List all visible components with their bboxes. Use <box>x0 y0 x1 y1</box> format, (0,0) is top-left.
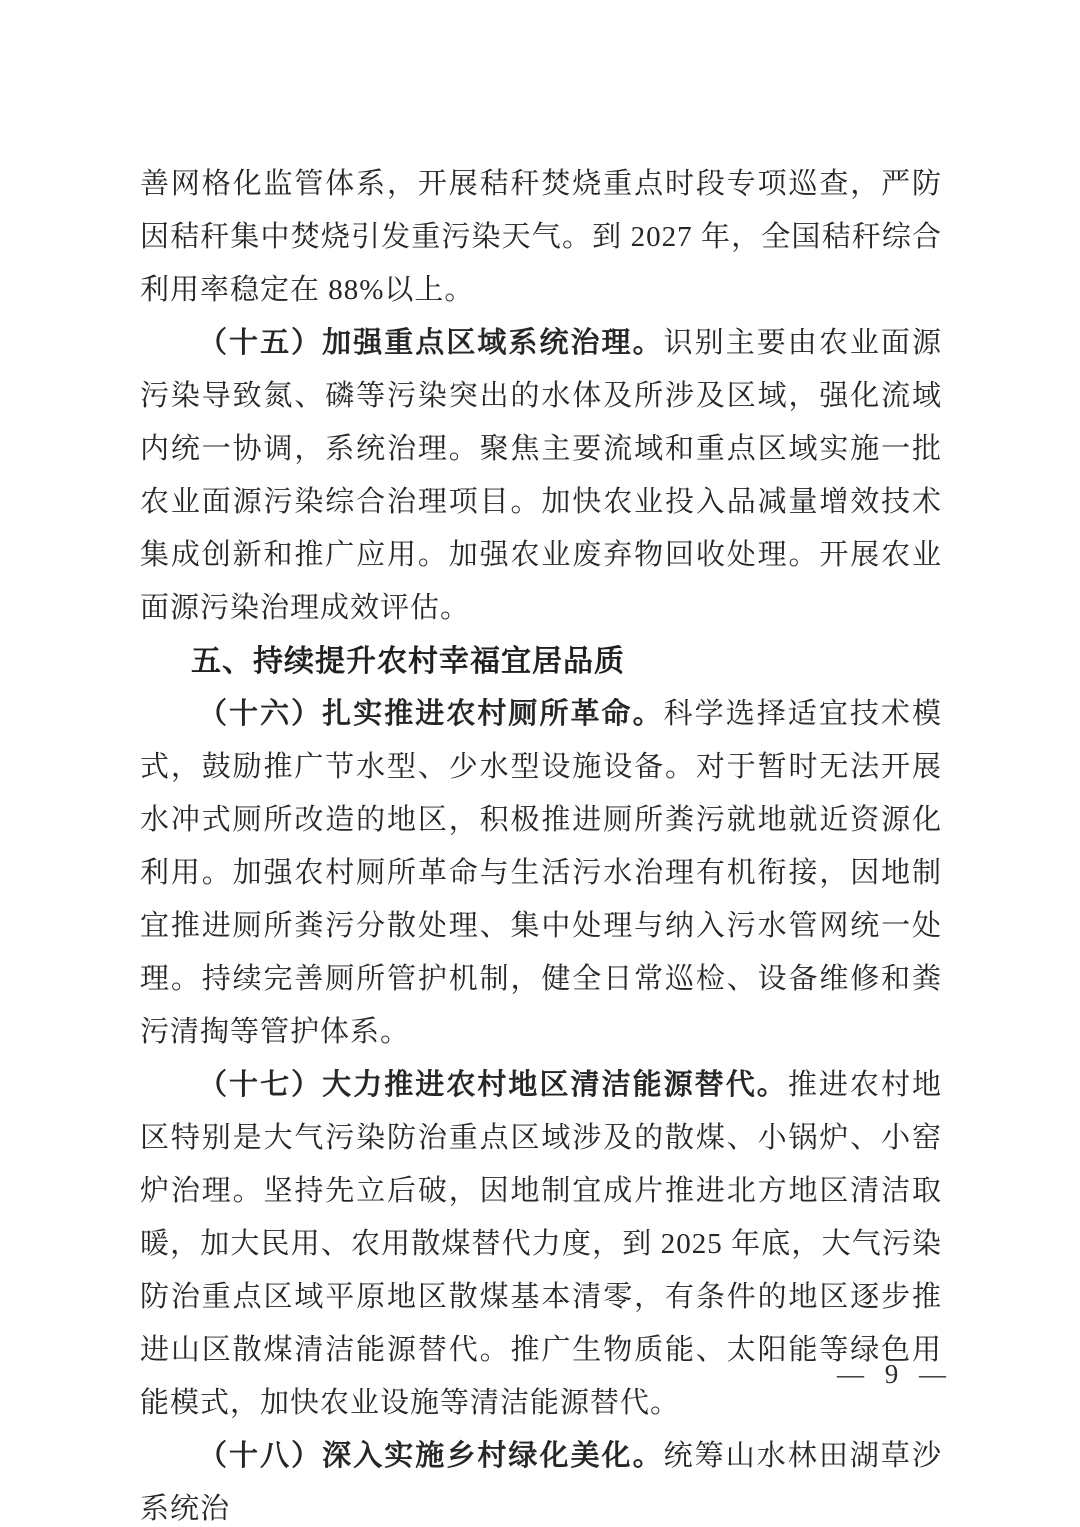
section-17-title: （十七）大力推进农村地区清洁能源替代。 <box>198 1069 788 1101</box>
paragraph-section-16 <box>140 688 942 1059</box>
section-16-title: （十六）扎实推进农村厕所革命。 <box>198 698 664 730</box>
paragraph-text: 统筹山水林田湖草沙系统治 <box>140 1440 942 1525</box>
paragraph-section-15 <box>140 317 942 635</box>
section-15-title: （十五）加强重点区域系统治理。 <box>198 327 664 359</box>
paragraph-section-17 <box>140 1059 942 1430</box>
paragraph-straw-utilization <box>140 158 942 317</box>
document-body <box>140 158 942 1527</box>
paragraph-section-18 <box>140 1430 942 1527</box>
paragraph-text: 推进农村地区特别是大气污染防治重点区域涉及的散煤、小锅炉、小窑炉治理。坚持先立后破，因地制宜成片推进北方地区清洁取暖，加大民用、农用散煤替代力度，到 2025 年底，大气污染防治重点区域平原地区散煤基本清零，有条件的地区逐步推进山区散煤清洁能源替代。推广生物质能、太阳能等绿色用能模式，加快农业设施等清洁能源替代。 <box>140 1069 942 1419</box>
paragraph-text: 科学选择适宜技术模式，鼓励推广节水型、少水型设施设备。对于暂时无法开展水冲式厕所改造的地区，积极推进厕所粪污就地就近资源化利用。加强农村厕所革命与生活污水治理有机衔接，因地制宜推进厕所粪污分散处理、集中处理与纳入污水管网统一处理。持续完善厕所管护机制，健全日常巡检、设备维修和粪污清掏等管护体系。 <box>140 698 942 1048</box>
paragraph-text: 善网格化监管体系，开展秸秆焚烧重点时段专项巡查，严防因秸秆集中焚烧引发重污染天气。到 2027 年，全国秸秆综合利用率稳定在 88%以上。 <box>140 168 942 306</box>
page-number: — 9 — <box>837 1359 948 1389</box>
paragraph-text: 识别主要由农业面源污染导致氮、磷等污染突出的水体及所涉及区域，强化流域内统一协调，系统治理。聚焦主要流域和重点区域实施一批农业面源污染综合治理项目。加快农业投入品减量增效技术集成创新和推广应用。加强农业废弃物回收处理。开展农业面源污染治理成效评估。 <box>140 327 942 624</box>
chapter-5-heading: 五、持续提升农村幸福宜居品质 <box>191 645 625 678</box>
section-18-title: （十八）深入实施乡村绿化美化。 <box>198 1440 664 1472</box>
